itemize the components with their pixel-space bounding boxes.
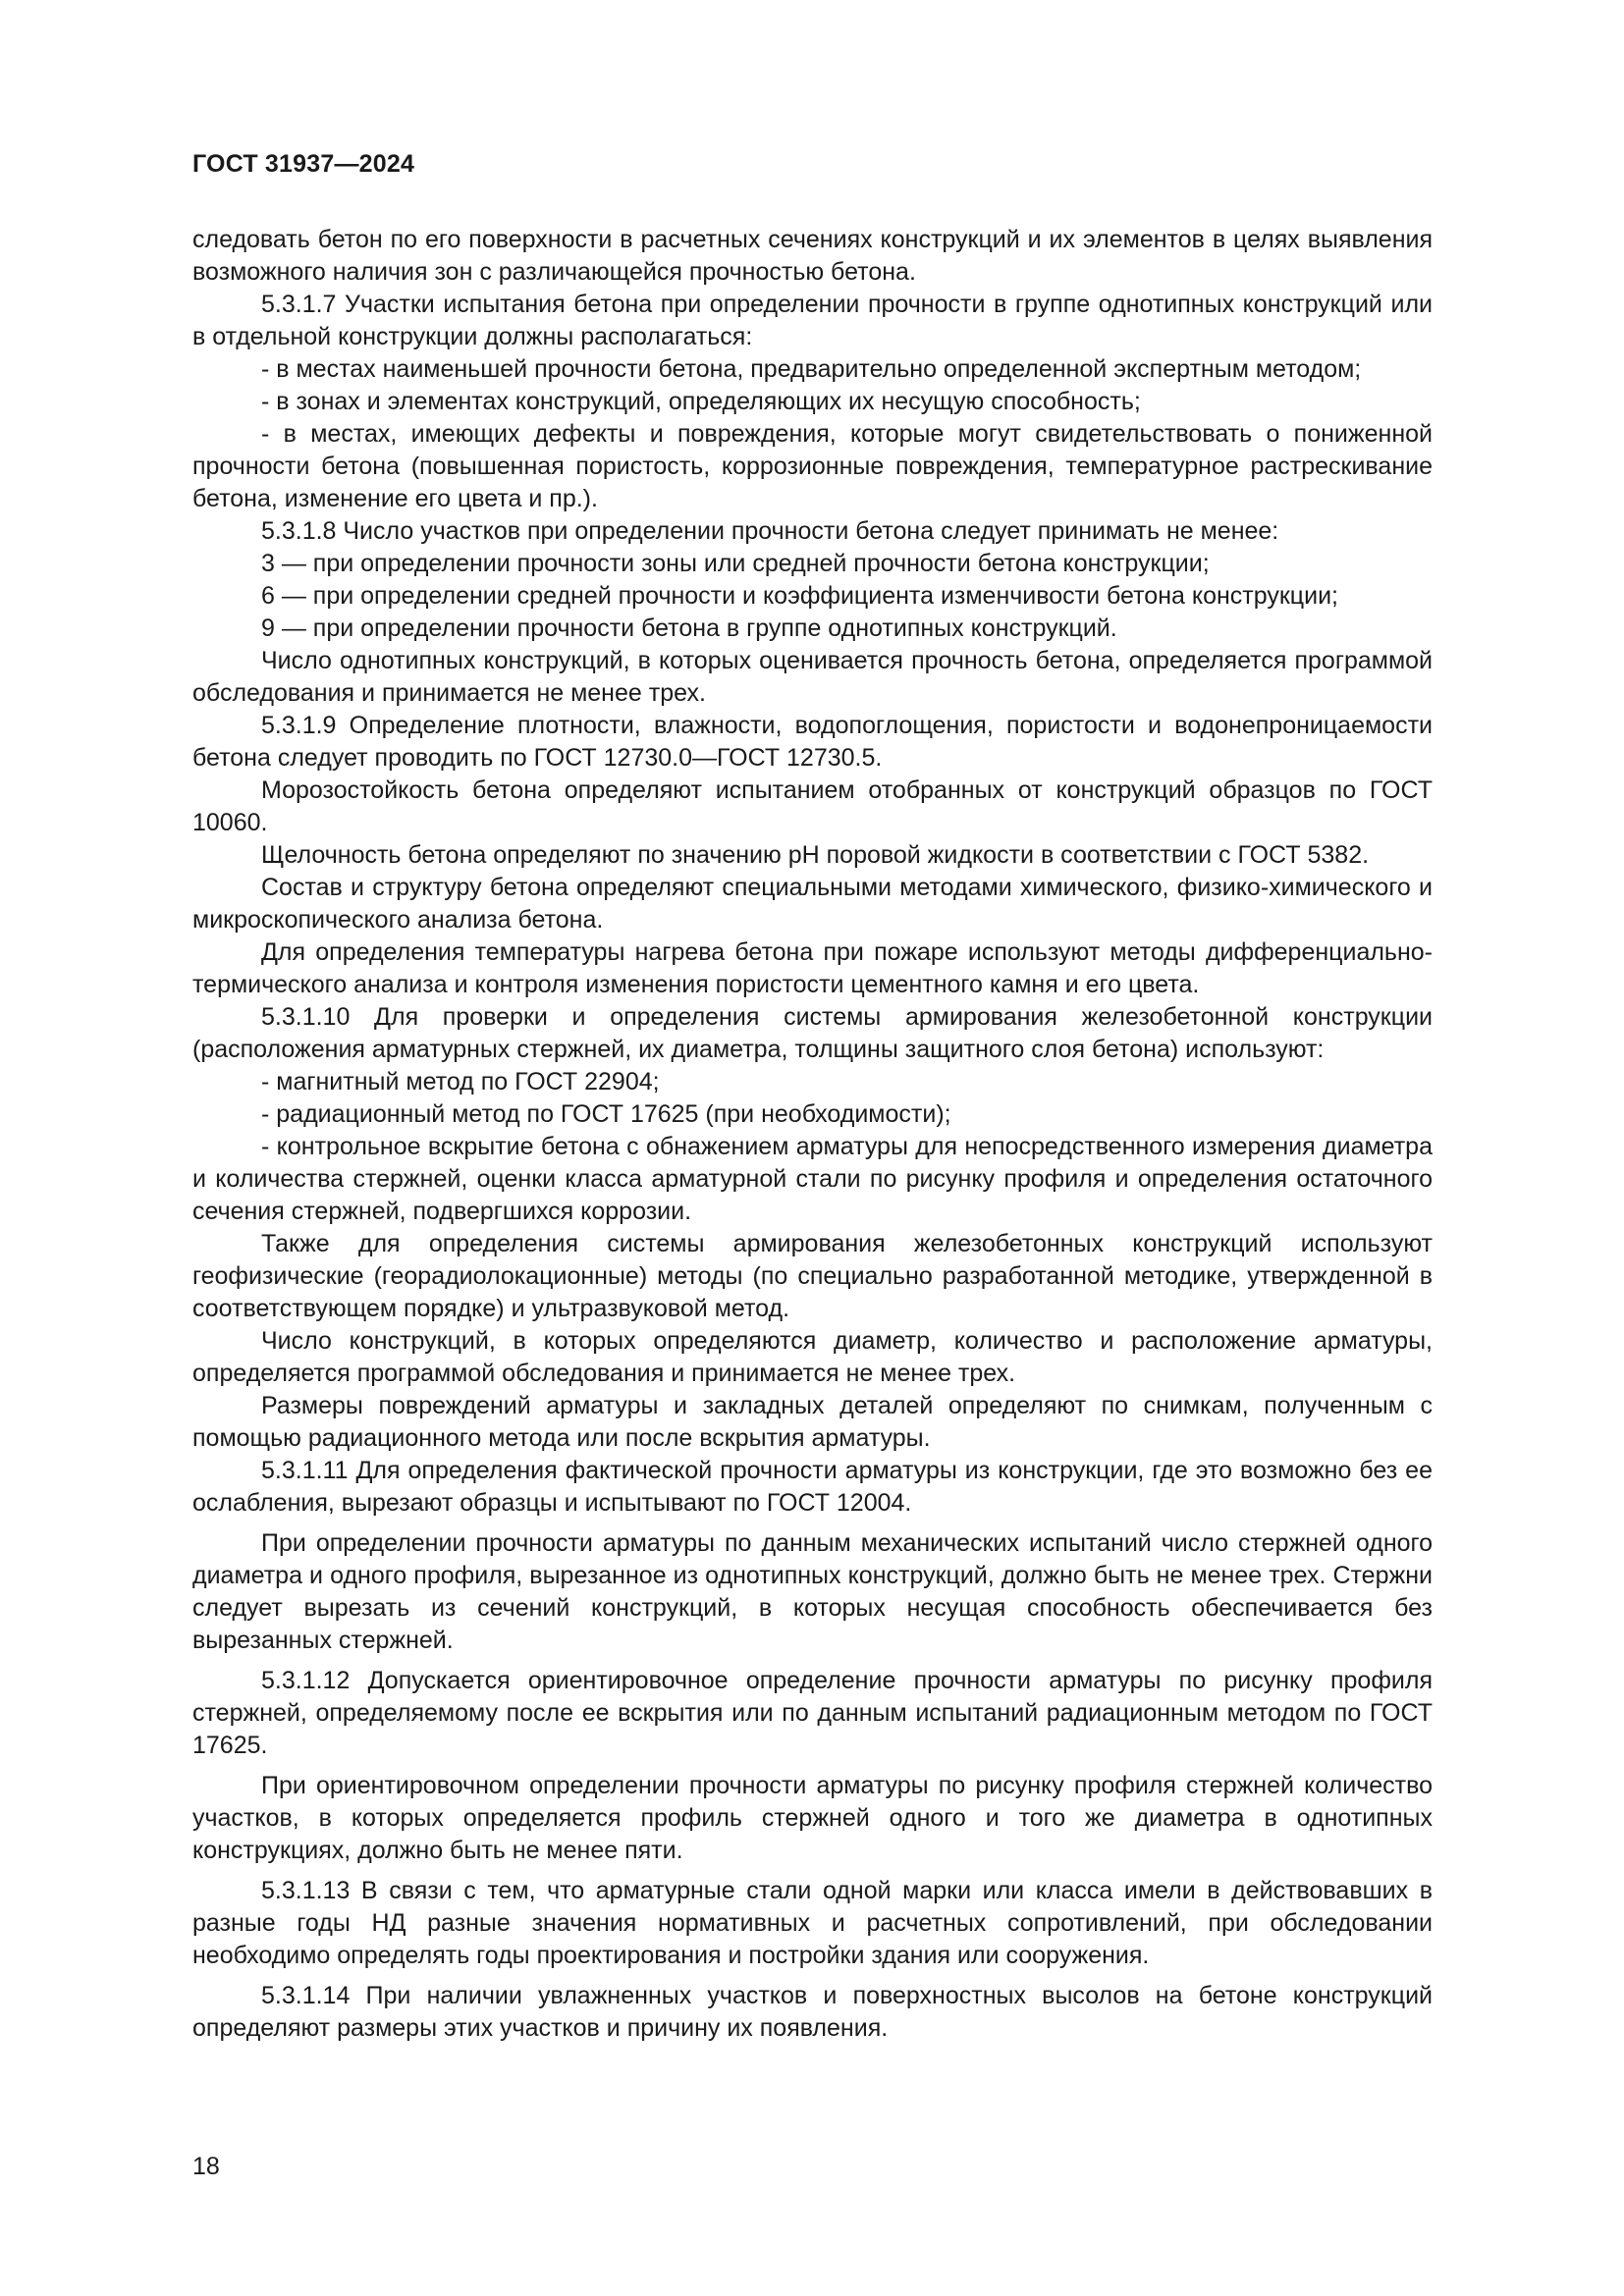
paragraph: Для определения температуры нагрева бетона при пожаре используют методы дифференциально-термического анализа и контроля изменения пористости цементного камня и его цвета. xyxy=(192,938,1433,998)
clause-5-3-1-12: 5.3.1.12 Допускается ориентировочное определение прочности арматуры по рисунку профиля стержней, определяемому после ее вскрытия или по данным испытаний радиационным методом по ГОСТ 17625. xyxy=(192,1667,1433,1759)
list-item: - контрольное вскрытие бетона с обнажением арматуры для непосредственного измерения диаметра и количества стержней, оценки класса арматурной стали по рисунку профиля и определения остаточного сечения стержней, подвергшихся коррозии. xyxy=(192,1133,1433,1225)
paragraph: При ориентировочном определении прочности арматуры по рисунку профиля стержней количество участков, в которых определяется профиль стержней одного и того же диаметра в однотипных конструкциях, должно быть не менее пяти. xyxy=(192,1772,1433,1864)
document-code-header: ГОСТ 31937—2024 xyxy=(192,150,415,178)
list-item: - в местах, имеющих дефекты и повреждения, которые могут свидетельствовать о пониженной прочности бетона (повышенная пористость, коррозионные повреждения, температурное растрескивание бетона, изменение его цвета и пр.). xyxy=(192,420,1433,512)
paragraph: Также для определения системы армирования железобетонных конструкций используют геофизические (георадиолокационные) методы (по специально разработанной методике, утвержденной в соответствующем порядке) и ультразвуковой метод. xyxy=(192,1230,1433,1322)
document-body xyxy=(192,224,1433,2045)
clause-5-3-1-14: 5.3.1.14 При наличии увлажненных участков и поверхностных высолов на бетоне конструкций определяют размеры этих участков и причину их появления. xyxy=(192,1982,1433,2042)
paragraph: Морозостойкость бетона определяют испытанием отобранных от конструкций образцов по ГОСТ 10060. xyxy=(192,776,1433,836)
clause-5-3-1-13: 5.3.1.13 В связи с тем, что арматурные стали одной марки или класса имели в действовавших в разные годы НД разные значения нормативных и расчетных сопротивлений, при обследовании необходимо определять годы проектирования и постройки здания или сооружения. xyxy=(192,1877,1433,1969)
paragraph: При определении прочности арматуры по данным механических испытаний число стержней одного диаметра и одного профиля, вырезанное из однотипных конструкций, должно быть не менее трех. Стержни следует вырезать из сечений конструкций, в которых несущая способность обеспечивается без вырезанных стержней. xyxy=(192,1529,1433,1654)
list-item: 3 — при определении прочности зоны или средней прочности бетона конструкции; xyxy=(261,550,1210,577)
paragraph: Число конструкций, в которых определяются диаметр, количество и расположение арматуры, определяется программой обследования и принимается не менее трех. xyxy=(192,1327,1433,1387)
list-item: - в зонах и элементах конструкций, определяющих их несущую способность; xyxy=(261,388,1141,415)
list-item: 6 — при определении средней прочности и коэффициента изменчивости бетона конструкции; xyxy=(261,582,1338,610)
clause-5-3-1-7: 5.3.1.7 Участки испытания бетона при определении прочности в группе однотипных конструкций или в отдельной конструкции должны располагаться: xyxy=(192,291,1433,350)
list-item: - в местах наименьшей прочности бетона, предварительно определенной экспертным методом; xyxy=(261,355,1362,383)
paragraph-continuation: следовать бетон по его поверхности в расчетных сечениях конструкций и их элементов в целях выявления возможного наличия зон с различающейся прочностью бетона. xyxy=(192,226,1433,286)
clause-5-3-1-9: 5.3.1.9 Определение плотности, влажности, водопоглощения, пористости и водонепроницаемости бетона следует проводить по ГОСТ 12730.0—ГОСТ 12730.5. xyxy=(192,712,1433,772)
list-item: 9 — при определении прочности бетона в группе однотипных конструкций. xyxy=(261,614,1117,642)
clause-5-3-1-11: 5.3.1.11 Для определения фактической прочности арматуры из конструкции, где это возможно без ее ослабления, вырезают образцы и испытывают по ГОСТ 12004. xyxy=(192,1457,1433,1517)
paragraph: Число однотипных конструкций, в которых оценивается прочность бетона, определяется программой обследования и принимается не менее трех. xyxy=(192,647,1433,707)
clause-5-3-1-10: 5.3.1.10 Для проверки и определения системы армирования железобетонной конструкции (расположения арматурных стержней, их диаметра, толщины защитного слоя бетона) используют: xyxy=(192,1003,1433,1063)
list-item: - магнитный метод по ГОСТ 22904; xyxy=(261,1068,660,1095)
paragraph: Состав и структуру бетона определяют специальными методами химического, физико-химического и микроскопического анализа бетона. xyxy=(192,874,1433,934)
list-item: - радиационный метод по ГОСТ 17625 (при необходимости); xyxy=(261,1100,951,1128)
paragraph: Размеры повреждений арматуры и закладных деталей определяют по снимкам, полученным с помощью радиационного метода или после вскрытия арматуры. xyxy=(192,1392,1433,1452)
paragraph: Щелочность бетона определяют по значению pH поровой жидкости в соответствии с ГОСТ 5382. xyxy=(261,841,1370,869)
clause-5-3-1-8: 5.3.1.8 Число участков при определении прочности бетона следует принимать не менее: xyxy=(261,517,1279,545)
page-number: 18 xyxy=(192,2153,220,2180)
